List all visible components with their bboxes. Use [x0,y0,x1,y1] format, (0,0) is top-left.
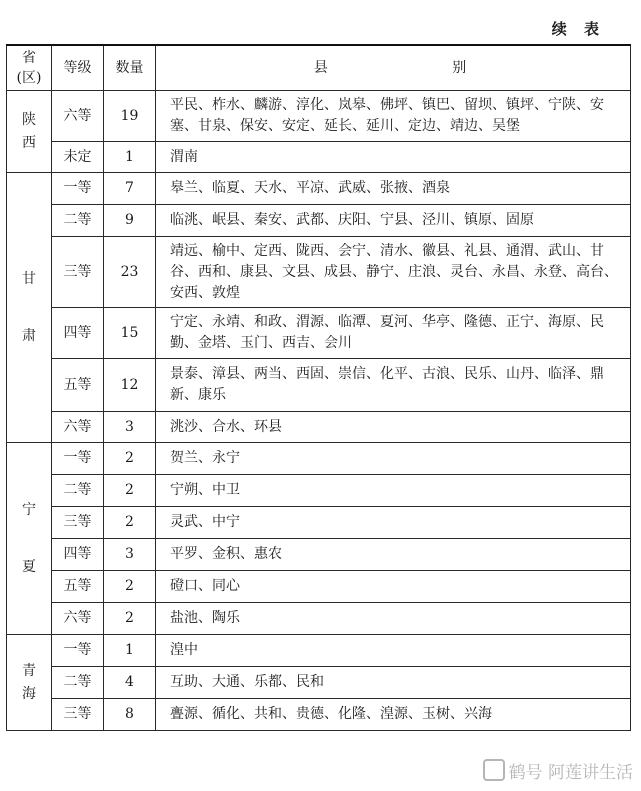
table-row [7,571,631,603]
table-row [7,359,631,412]
grade-cell: 二等 [52,205,104,237]
province-char: 宁 [22,501,36,518]
province-char: 陕 [22,111,36,128]
grade-cell: 二等 [52,475,104,507]
count-cell: 2 [104,571,156,603]
count-cell: 8 [104,699,156,731]
counties-cell: 盐池、陶乐 [156,603,631,635]
header-province [7,45,52,91]
watermark-logo-icon [483,759,505,781]
counties-cell: 磴口、同心 [156,571,631,603]
province-char: 夏 [22,558,36,575]
province-char: 青 [22,662,36,679]
province-char: 西 [22,134,36,151]
table-row [7,91,631,142]
count-cell: 19 [104,91,156,142]
province-cell [7,173,52,443]
header-grade: 等级 [52,45,104,91]
header-province-label: 省 (区) [16,50,42,86]
count-cell: 2 [104,475,156,507]
table-row [7,475,631,507]
grade-cell: 五等 [52,571,104,603]
counties-cell: 亹源、循化、共和、贵德、化隆、湟源、玉树、兴海 [156,699,631,731]
table-row [7,507,631,539]
table-row [7,205,631,237]
table-row [7,142,631,173]
county-grade-table [6,44,631,731]
counties-cell: 景泰、漳县、两当、西固、崇信、化平、古浪、民乐、山丹、临泽、鼎新、康乐 [156,359,631,412]
table-row [7,635,631,667]
table-row [7,412,631,443]
province-char: 海 [22,685,36,702]
count-cell: 3 [104,539,156,571]
table-row [7,699,631,731]
count-cell: 3 [104,412,156,443]
count-cell: 1 [104,635,156,667]
table-row [7,443,631,475]
counties-cell: 宁定、永靖、和政、渭源、临潭、夏河、华亭、隆德、正宁、海原、民勤、金塔、玉门、西吉、会川 [156,308,631,359]
header-row [7,45,631,91]
header-count: 数量 [104,45,156,91]
counties-cell: 临洮、岷县、秦安、武都、庆阳、宁县、泾川、镇原、固原 [156,205,631,237]
province-cell [7,443,52,635]
grade-cell: 六等 [52,603,104,635]
watermark-text: 鹤号 阿莲讲生活 [508,763,633,783]
grade-cell: 一等 [52,443,104,475]
grade-cell: 四等 [52,308,104,359]
table-row [7,539,631,571]
count-cell: 4 [104,667,156,699]
grade-cell: 六等 [52,412,104,443]
counties-cell: 湟中 [156,635,631,667]
counties-cell: 平罗、金积、惠农 [156,539,631,571]
table-row [7,603,631,635]
province-char: 甘 [22,270,36,287]
counties-cell: 互助、大通、乐都、民和 [156,667,631,699]
count-cell: 15 [104,308,156,359]
grade-cell: 一等 [52,173,104,205]
province-cell [7,635,52,731]
counties-cell: 洮沙、合水、环县 [156,412,631,443]
count-cell: 23 [104,237,156,308]
header-counties: 县 别 [156,45,631,91]
grade-cell: 六等 [52,91,104,142]
grade-cell: 三等 [52,507,104,539]
grade-cell: 三等 [52,699,104,731]
province-cell [7,91,52,173]
counties-cell: 平民、柞水、麟游、淳化、岚皋、佛坪、镇巴、留坝、镇坪、宁陕、安塞、甘泉、保安、安定、延长、延川、定边、靖边、吴堡 [156,91,631,142]
count-cell: 9 [104,205,156,237]
counties-cell: 渭南 [156,142,631,173]
continuation-label: 续 表 [551,20,605,38]
table-row [7,308,631,359]
table-row [7,237,631,308]
count-cell: 7 [104,173,156,205]
counties-cell: 靖远、榆中、定西、陇西、会宁、清水、徽县、礼县、通渭、武山、甘谷、西和、康县、文县、成县、静宁、庄浪、灵台、永昌、永登、高台、安西、敦煌 [156,237,631,308]
count-cell: 2 [104,443,156,475]
counties-cell: 宁朔、中卫 [156,475,631,507]
grade-cell: 三等 [52,237,104,308]
counties-cell: 皋兰、临夏、天水、平凉、武威、张掖、酒泉 [156,173,631,205]
count-cell: 1 [104,142,156,173]
grade-cell: 四等 [52,539,104,571]
table-row [7,667,631,699]
grade-cell: 二等 [52,667,104,699]
table-row [7,173,631,205]
grade-cell: 五等 [52,359,104,412]
count-cell: 12 [104,359,156,412]
watermark [483,758,633,783]
counties-cell: 贺兰、永宁 [156,443,631,475]
province-char: 肃 [22,327,36,344]
grade-cell: 一等 [52,635,104,667]
table-body [7,91,631,731]
count-cell: 2 [104,507,156,539]
counties-cell: 灵武、中宁 [156,507,631,539]
grade-cell: 未定 [52,142,104,173]
count-cell: 2 [104,603,156,635]
